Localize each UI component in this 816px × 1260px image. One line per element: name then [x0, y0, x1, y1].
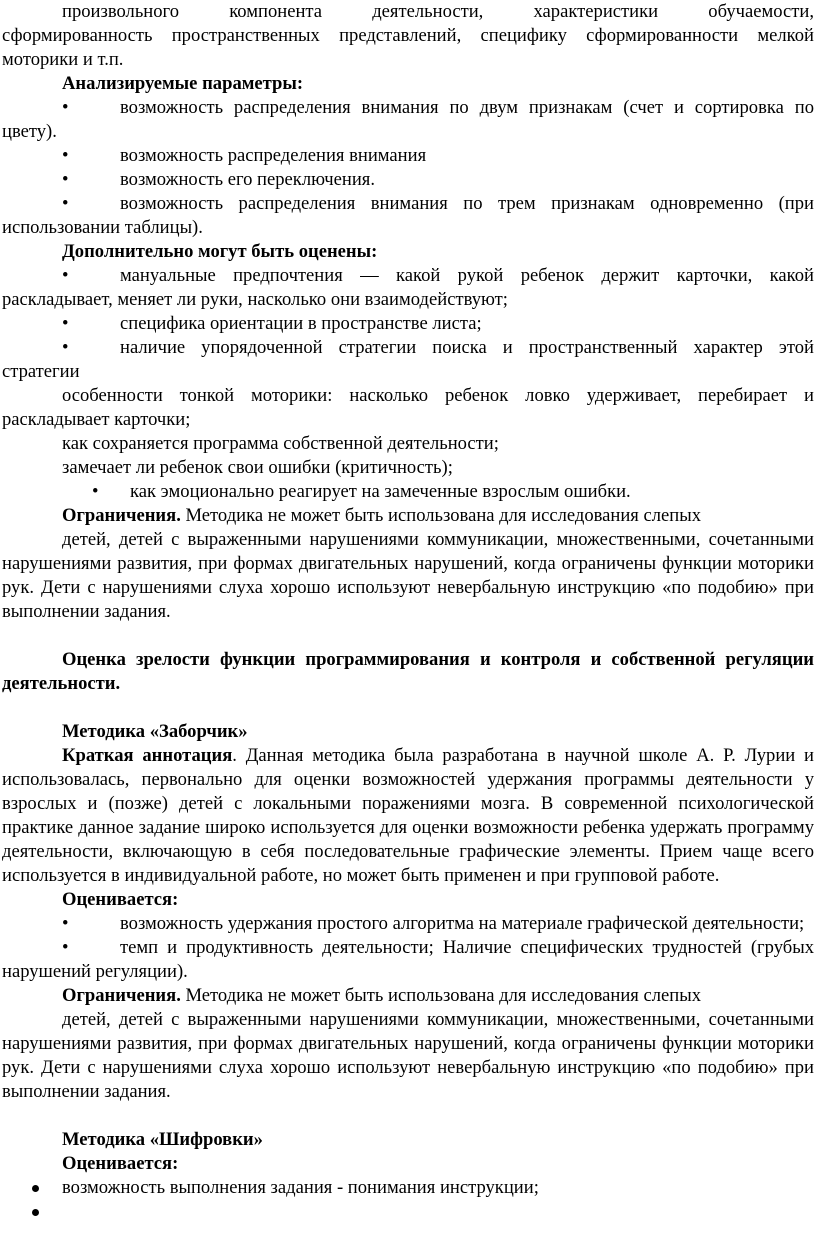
additional-item: [2, 336, 814, 384]
method-2-item-text: [62, 1201, 67, 1222]
bullet-glyph: •: [62, 97, 69, 118]
additional-heading: Дополнительно могут быть оценены:: [62, 241, 378, 262]
limits-1-first-text: Методика не может быть использована для исследования слепых: [180, 505, 702, 526]
analyzed-item: [2, 144, 814, 168]
method-2-evaluated-heading: Оценивается:: [62, 1153, 179, 1174]
additional-item-text: наличие упорядоченной стратегии поиска и пространственный характер этой стратегии: [2, 337, 814, 382]
limits-2-first-line: [2, 984, 814, 1008]
analyzed-item: [2, 168, 814, 192]
method-2-item-text: возможность выполнения задания - понимания инструкции;: [62, 1177, 539, 1198]
additional-item: [2, 264, 814, 312]
additional-plain-item: как сохраняется программа собственной деятельности;: [62, 433, 499, 454]
bullet-glyph: •: [62, 913, 69, 934]
bullet-glyph: •: [62, 193, 69, 214]
analyzed-item-text: возможность распределения внимания: [120, 145, 427, 166]
bullet-glyph: •: [62, 145, 69, 166]
analyzed-item-text: возможность распределения внимания по трем признакам одновременно (при использовании таблицы).: [2, 193, 814, 238]
bullet-glyph: •: [62, 313, 69, 334]
intro-line-2: сформированность пространственных представлений, специфику сформированности мелкой моторики и т.п.: [2, 25, 814, 70]
blank-line: [2, 696, 814, 720]
limits-1-first-line: [2, 504, 814, 528]
limits-2-label: Ограничения.: [62, 985, 181, 1006]
analyzed-item: [2, 192, 814, 240]
bullet-glyph: •: [62, 937, 69, 958]
blank-line: [2, 624, 814, 648]
bullet-glyph: •: [62, 265, 69, 286]
additional-item: [2, 312, 814, 336]
method-2-item: [2, 1176, 814, 1200]
additional-plain-item: замечает ли ребенок свои ошибки (критичность);: [62, 457, 453, 478]
document-page: [2, 0, 814, 1224]
emotional-item-text: как эмоционально реагирует на замеченные взрослым ошибки.: [130, 481, 631, 502]
method-2-item: [2, 1200, 814, 1224]
analyzed-item-text: возможность распределения внимания по двум признакам (счет и сортировка по цвету).: [2, 97, 814, 142]
evaluated-item-text: возможность удержания простого алгоритма на материале графической деятельности;: [120, 913, 805, 934]
bullet-glyph: •: [62, 337, 69, 358]
additional-item-text: мануальные предпочтения — какой рукой ребенок держит карточки, какой раскладывает, меняет ли руки, насколько они взаимодействуют;: [2, 265, 814, 310]
bullet-dot-icon: [32, 1185, 39, 1192]
limits-2-text: детей, детей с выраженными нарушениями коммуникации, множественными, сочетанными нарушениями развития, при формах двигательных нарушений, когда ограничены функции моторики рук. Дети с нарушениями слуха хорошо используют невербальную инструкцию «по подобию» при выполнении задания.: [2, 1009, 814, 1102]
additional-plain-item: особенности тонкой моторики: насколько ребенок ловко удерживает, перебирает и раскладывает карточки;: [2, 385, 814, 430]
analyzed-heading: Анализируемые параметры:: [62, 73, 304, 94]
intro-line-1: произвольного компонента деятельности, характеристики обучаемости,: [62, 1, 814, 22]
evaluated-item-text: темп и продуктивность деятельности; Наличие специфических трудностей (грубых нарушений регуляции).: [2, 937, 814, 982]
bullet-glyph: •: [92, 481, 99, 502]
method-2-title: Методика «Шифровки»: [62, 1129, 263, 1150]
limits-1-label: Ограничения.: [62, 505, 181, 526]
annotation-label: Краткая аннотация: [62, 745, 233, 766]
analyzed-item-text: возможность его переключения.: [120, 169, 376, 190]
method-1-evaluated-heading: Оценивается:: [62, 889, 179, 910]
section-heading: Оценка зрелости функции программирования и контроля и собственной регуляции деятельности.: [2, 649, 814, 694]
method-1-evaluated-item: [2, 936, 814, 984]
method-1-title: Методика «Заборчик»: [62, 721, 248, 742]
annotation-text: . Данная методика была разработана в научной школе А. Р. Лурии и использовалась, первонально для оценки возможностей удержания программы деятельности у взрослых и (позже) детей с локальными поражениями мозга. В современной психологической практике данное задание широко используется для оценки возможности ребенка удержать программу деятельности, включающую в себя последовательные графические элементы. Прием чаще всего используется в индивидуальной работе, но может быть применен и при групповой работе.: [2, 745, 814, 886]
limits-2-first-text: Методика не может быть использована для исследования слепых: [180, 985, 702, 1006]
limits-1-text: детей, детей с выраженными нарушениями коммуникации, множественными, сочетанными нарушениями развития, при формах двигательных нарушений, когда ограничены функции моторики рук. Дети с нарушениями слуха хорошо используют невербальную инструкцию «по подобию» при выполнении задания.: [2, 529, 814, 622]
additional-item-text: специфика ориентации в пространстве листа;: [120, 313, 482, 334]
emotional-item: [2, 480, 814, 504]
analyzed-item: [2, 96, 814, 144]
bullet-dot-icon: [32, 1209, 39, 1216]
method-1-evaluated-item: [2, 912, 814, 936]
bullet-glyph: •: [62, 169, 69, 190]
blank-line: [2, 1104, 814, 1128]
method-1-annotation: [2, 744, 814, 888]
